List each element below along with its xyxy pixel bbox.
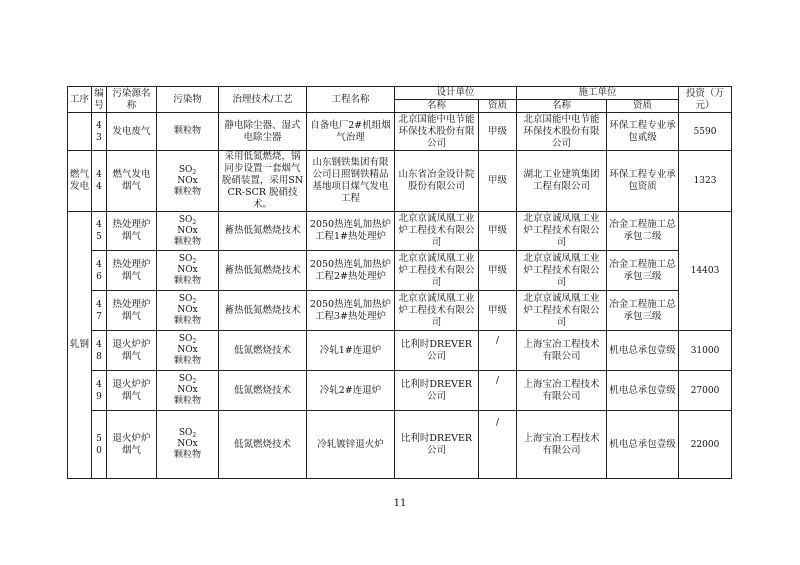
row-project: 自备电厂2#机组烟气治理 — [307, 113, 395, 151]
row-no: 49 — [92, 371, 107, 411]
row-project: 冷轧1#连退炉 — [307, 331, 395, 371]
row-project: 2050热连轧加热炉工程1#热处理炉 — [307, 212, 395, 251]
row-con-qual: 环保工程专业承包资质 — [607, 151, 679, 212]
row-design-name: 北京京诚凤凰工业炉工程技术有限公司 — [395, 291, 479, 331]
header-row-1 — [68, 87, 732, 100]
row-tech: 蓄热低氮燃烧技术 — [219, 212, 307, 251]
row-con-qual: 机电总承包壹级 — [607, 371, 679, 411]
slash-mark: / — [495, 417, 500, 428]
row-design-qual: 甲级 — [479, 113, 517, 151]
row-design-name: 比利时DREVER公司 — [395, 331, 479, 371]
pollutant-so2: $SO_2$ — [178, 334, 197, 345]
pollutant-nox: NOx — [177, 439, 198, 449]
process-rolling: 轧钢 — [68, 212, 92, 479]
pollutant-nox: NOx — [177, 305, 198, 315]
row-design-name: 山东省冶金设计院股份有限公司 — [395, 151, 479, 212]
row-invest: 22000 — [679, 411, 732, 479]
pollutant-pm: 颗粒物 — [173, 356, 201, 366]
pollutant-so2: $SO_2$ — [178, 164, 197, 176]
pollutant-so2: $SO_2$ — [178, 294, 197, 305]
row-design-qual: 甲级 — [479, 251, 517, 291]
row-no: 44 — [92, 151, 107, 212]
pollutant-so2: $SO_2$ — [178, 428, 197, 439]
table-row — [68, 371, 732, 411]
process-gas-power: 燃气发电 — [68, 151, 92, 212]
pollutant-nox: NOx — [177, 175, 198, 186]
row-no: 47 — [92, 291, 107, 331]
row-invest: 5590 — [679, 113, 732, 151]
row-con-name: 北京国能中电节能环保技术股份有限公司 — [517, 113, 607, 151]
row-design-qual: 甲级 — [479, 212, 517, 251]
pollutant-pm: 颗粒物 — [173, 396, 201, 406]
row-no: 45 — [92, 212, 107, 251]
pollutant-nox: NOx — [177, 385, 198, 395]
row-tech: 采用低氮燃烧，锅同步设置一套烟气脱硝装置，采用SNCR-SCR 脱硝技术。 — [219, 151, 307, 212]
row-source: 退火炉炉烟气 — [107, 331, 157, 371]
row-tech: 蓄热低氮燃烧技术 — [219, 291, 307, 331]
row-con-qual: 冶金工程施工总承包三级 — [607, 291, 679, 331]
table-row — [68, 113, 732, 151]
page-number: 11 — [393, 498, 407, 509]
row-source: 热处理炉烟气 — [107, 291, 157, 331]
pollutant-pm: 颗粒物 — [173, 450, 201, 460]
row-project: 2050热连轧加热炉工程2#热处理炉 — [307, 251, 395, 291]
table-row — [68, 331, 732, 371]
row-con-name: 上海宝冶工程技术有限公司 — [517, 411, 607, 479]
row-design-qual — [479, 331, 517, 371]
row-pollutants — [157, 151, 219, 212]
row-design-name: 北京京诚凤凰工业炉工程技术有限公司 — [395, 251, 479, 291]
row-con-name: 北京京诚凤凰工业炉工程技术有限公司 — [517, 251, 607, 291]
pollutant-pm: 颗粒物 — [173, 276, 201, 286]
row-con-name: 北京京诚凤凰工业炉工程技术有限公司 — [517, 212, 607, 251]
pollutant: 颗粒物 — [173, 126, 201, 136]
row-design-name: 北京国能中电节能环保技术股份有限公司 — [395, 113, 479, 151]
row-pollutants — [157, 113, 219, 151]
pollution-control-table — [67, 86, 732, 479]
row-tech: 低氮燃烧技术 — [219, 371, 307, 411]
pollutant-pm: 颗粒物 — [173, 316, 201, 326]
pollutant-nox: NOx — [177, 225, 198, 236]
row-design-qual — [479, 371, 517, 411]
pollutant-nox: NOx — [177, 265, 198, 275]
table-row — [68, 212, 732, 251]
row-invest: 14403 — [679, 212, 732, 331]
row-con-name: 上海宝冶工程技术有限公司 — [517, 331, 607, 371]
row-pollutants — [157, 331, 219, 371]
header-design-qual: 资质 — [479, 100, 517, 113]
row-design-name: 比利时DREVER公司 — [395, 371, 479, 411]
row-con-qual: 环保工程专业承包贰级 — [607, 113, 679, 151]
row-pollutants — [157, 251, 219, 291]
row-con-qual: 冶金工程施工总承包三级 — [607, 251, 679, 291]
table-row — [68, 291, 732, 331]
header-design-unit: 设计单位 — [395, 87, 517, 100]
row-source: 退火炉炉烟气 — [107, 411, 157, 479]
pollutant-so2: $SO_2$ — [178, 214, 197, 226]
row-design-qual: 甲级 — [479, 291, 517, 331]
row-project: 山东钢铁集团有限公司日照钢铁精品基地项目煤气发电工程 — [307, 151, 395, 212]
row-invest: 1323 — [679, 151, 732, 212]
row-no: 50 — [92, 411, 107, 479]
row-design-name: 北京京诚凤凰工业炉工程技术有限公司 — [395, 212, 479, 251]
row-invest: 31000 — [679, 331, 732, 371]
row-design-qual: 甲级 — [479, 151, 517, 212]
table-row — [68, 411, 732, 479]
row-no: 48 — [92, 331, 107, 371]
header-construct-unit: 施工单位 — [517, 87, 679, 100]
table-row — [68, 151, 732, 212]
row-source: 热处理炉烟气 — [107, 251, 157, 291]
row-pollutants — [157, 371, 219, 411]
row-no: 43 — [92, 113, 107, 151]
row-source: 退火炉炉烟气 — [107, 371, 157, 411]
row-con-qual: 冶金工程施工总承包二级 — [607, 212, 679, 251]
header-invest: 投资（万元） — [679, 87, 732, 113]
row-con-qual: 机电总承包壹级 — [607, 331, 679, 371]
pollutant-nox: NOx — [177, 345, 198, 355]
header-design-name: 名称 — [395, 100, 479, 113]
process-cell-empty — [68, 113, 92, 151]
row-source: 热处理炉烟气 — [107, 212, 157, 251]
row-tech: 低氮燃烧技术 — [219, 411, 307, 479]
row-con-qual: 机电总承包壹级 — [607, 411, 679, 479]
row-no: 46 — [92, 251, 107, 291]
pollutant-so2: $SO_2$ — [178, 254, 197, 265]
header-source: 污染源名称 — [107, 87, 157, 113]
row-tech: 蓄热低氮燃烧技术 — [219, 251, 307, 291]
row-pollutants — [157, 411, 219, 479]
header-project: 工程名称 — [307, 87, 395, 113]
slash-mark: / — [495, 374, 500, 386]
row-tech: 低氮燃烧技术 — [219, 331, 307, 371]
row-design-name: 比利时DREVER公司 — [395, 411, 479, 479]
row-source: 发电废气 — [107, 113, 157, 151]
row-con-name: 北京京诚凤凰工业炉工程技术有限公司 — [517, 291, 607, 331]
header-tech: 治理技术/工艺 — [219, 87, 307, 113]
row-con-name: 湖北工业建筑集团工程有限公司 — [517, 151, 607, 212]
header-pollutant: 污染物 — [157, 87, 219, 113]
table-row — [68, 251, 732, 291]
header-no: 编号 — [92, 87, 107, 113]
row-project: 2050热连轧加热炉工程3#热处理炉 — [307, 291, 395, 331]
pollutant-pm: 颗粒物 — [173, 186, 201, 197]
row-source: 燃气发电烟气 — [107, 151, 157, 212]
header-con-name: 名称 — [517, 100, 607, 113]
header-process: 工序 — [68, 87, 92, 113]
pollutant-so2: $SO_2$ — [178, 374, 197, 385]
header-con-qual: 资质 — [607, 100, 679, 113]
row-invest: 27000 — [679, 371, 732, 411]
row-project: 冷轧镀锌退火炉 — [307, 411, 395, 479]
row-con-name: 上海宝冶工程技术有限公司 — [517, 371, 607, 411]
pollutant-pm: 颗粒物 — [173, 236, 201, 247]
row-project: 冷轧2#连退炉 — [307, 371, 395, 411]
slash-mark: / — [495, 334, 500, 346]
row-pollutants — [157, 291, 219, 331]
row-design-qual — [479, 411, 517, 479]
row-tech: 静电除尘器、湿式电除尘器 — [219, 113, 307, 151]
row-pollutants — [157, 212, 219, 251]
